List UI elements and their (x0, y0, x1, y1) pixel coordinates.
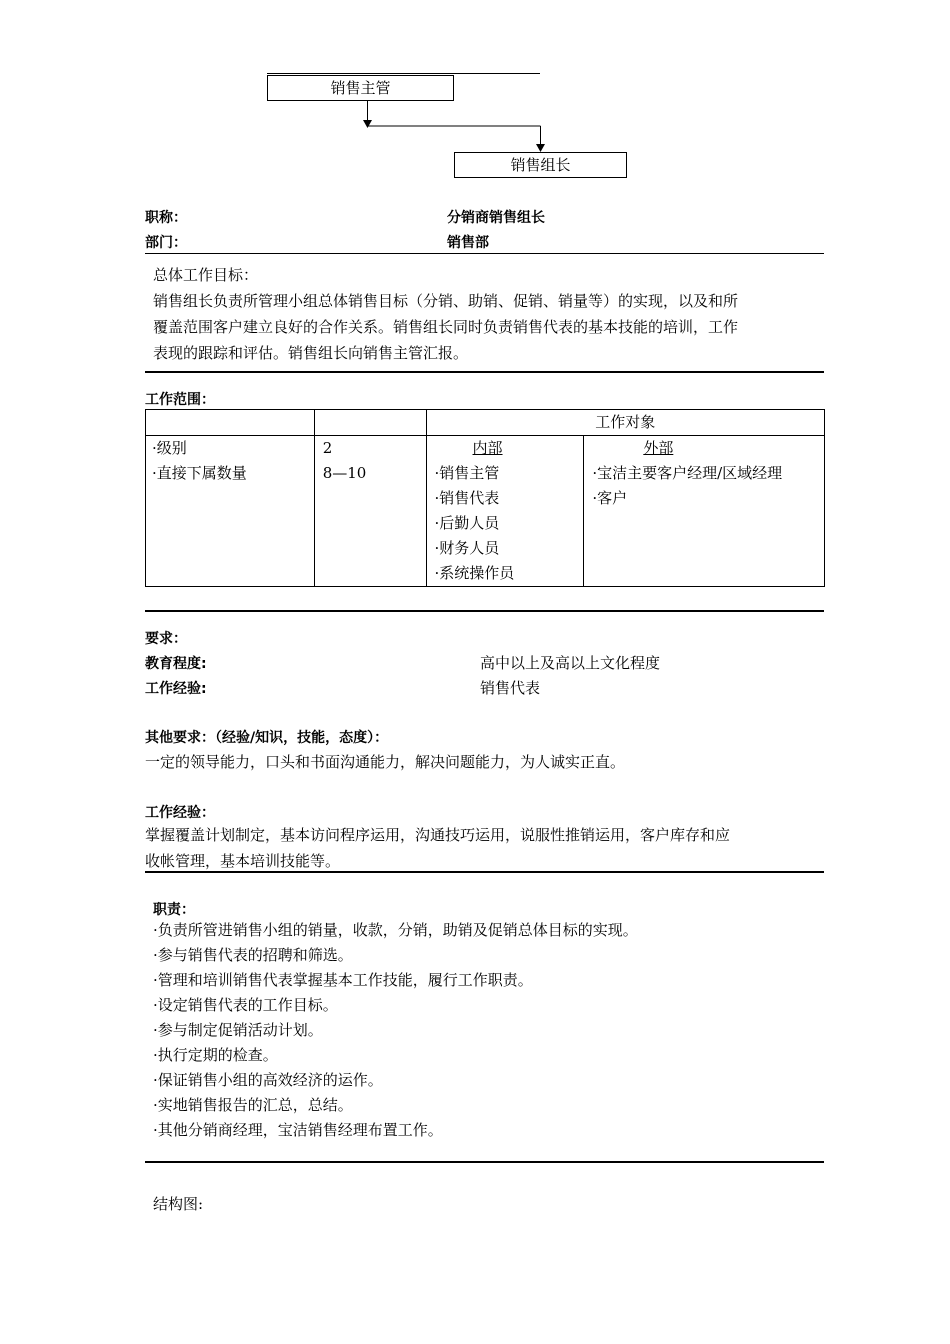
external-item: ·客户 (592, 489, 628, 507)
org-box-team-leader (454, 152, 627, 178)
duty-item: ·负责所管进销售小组的销量，收款，分销，助销及促销总体目标的实现。 (153, 921, 638, 939)
duty-item: ·实地销售报告的汇总，总结。 (153, 1096, 353, 1114)
work-exp-divider (145, 871, 824, 873)
scope-label-subordinates: ·直接下属数量 (152, 464, 247, 482)
internal-item: ·财务人员 (434, 539, 500, 557)
requirements-heading: 要求： (145, 631, 187, 647)
internal-header: 内部 (472, 439, 503, 457)
work-exp-line-2: 收帐管理，基本培训技能等。 (145, 852, 341, 870)
scope-divider (145, 610, 824, 612)
education-label: 教育程度: (145, 656, 207, 672)
duties-list (153, 918, 638, 1143)
org-connector-arrows (360, 101, 550, 153)
duties-divider (145, 1161, 824, 1163)
table-row (146, 410, 825, 436)
other-heading: 其他要求：（经验/知识，技能，态度）： (145, 730, 389, 746)
internal-item: ·后勤人员 (434, 514, 500, 532)
objective-heading: 总体工作目标： (153, 266, 259, 284)
duty-item: ·保证销售小组的高效经济的运作。 (153, 1071, 383, 1089)
duty-item: ·设定销售代表的工作目标。 (153, 996, 338, 1014)
objective-section (153, 262, 825, 366)
internal-item: ·销售代表 (434, 489, 500, 507)
education-value: 高中以上及高以上文化程度 (480, 654, 661, 672)
objective-line-3: 表现的跟踪和评估。销售组长向销售主管汇报。 (153, 344, 469, 362)
scope-values-cell (314, 436, 426, 587)
duty-item: ·参与销售代表的招聘和筛选。 (153, 946, 353, 964)
objective-line-1: 销售组长负责所管理小组总体销售目标（分销、助销、促销、销量等）的实现，以及和所 (153, 292, 739, 310)
other-line: 一定的领导能力，口头和书面沟通能力，解决问题能力，为人诚实正直。 (145, 753, 626, 771)
scope-value-level: 2 (322, 439, 333, 457)
table-row (146, 436, 825, 587)
duties-heading: 职责： (153, 902, 195, 918)
org-box-supervisor-label: 销售主管 (330, 79, 391, 97)
scope-value-subordinates: 8—10 (322, 464, 367, 482)
dept-label: 部门： (145, 235, 187, 251)
org-top-line (267, 73, 540, 74)
external-item: ·宝洁主要客户经理/区域经理 (592, 464, 783, 482)
objective-line-2: 覆盖范围客户建立良好的合作关系。销售组长同时负责销售代表的基本技能的培训，工作 (153, 318, 739, 336)
objective-divider (145, 371, 824, 373)
duty-item: ·其他分销商经理，宝洁销售经理布置工作。 (153, 1121, 443, 1139)
scope-table (145, 409, 825, 587)
external-header: 外部 (643, 439, 674, 457)
work-exp-section (145, 822, 825, 874)
title-label: 职称： (145, 210, 187, 226)
scope-label-level: ·级别 (152, 439, 187, 457)
duty-item: ·参与制定促销活动计划。 (153, 1021, 323, 1039)
internal-cell (426, 436, 584, 587)
duty-item: ·执行定期的检查。 (153, 1046, 278, 1064)
external-cell (584, 436, 825, 587)
experience-label: 工作经验: (145, 681, 207, 697)
duty-item: ·管理和培训销售代表掌握基本工作技能，履行工作职责。 (153, 971, 533, 989)
internal-item: ·销售主管 (434, 464, 500, 482)
header-divider (145, 253, 824, 254)
structure-heading: 结构图: (153, 1195, 204, 1213)
scope-labels-cell (146, 436, 315, 587)
work-object-header: 工作对象 (426, 410, 824, 436)
scope-heading: 工作范围： (145, 392, 215, 408)
scope-header-empty-1 (146, 410, 315, 436)
org-box-team-leader-label: 销售组长 (510, 156, 571, 174)
work-exp-line-1: 掌握覆盖计划制定，基本访问程序运用，沟通技巧运用，说服性推销运用，客户库存和应 (145, 826, 731, 844)
dept-value: 销售部 (447, 235, 489, 251)
work-exp-heading: 工作经验： (145, 805, 215, 821)
internal-item: ·系统操作员 (434, 564, 515, 582)
title-value: 分销商销售组长 (447, 210, 545, 226)
org-box-supervisor (267, 75, 454, 101)
experience-value: 销售代表 (480, 679, 541, 697)
scope-header-empty-2 (314, 410, 426, 436)
